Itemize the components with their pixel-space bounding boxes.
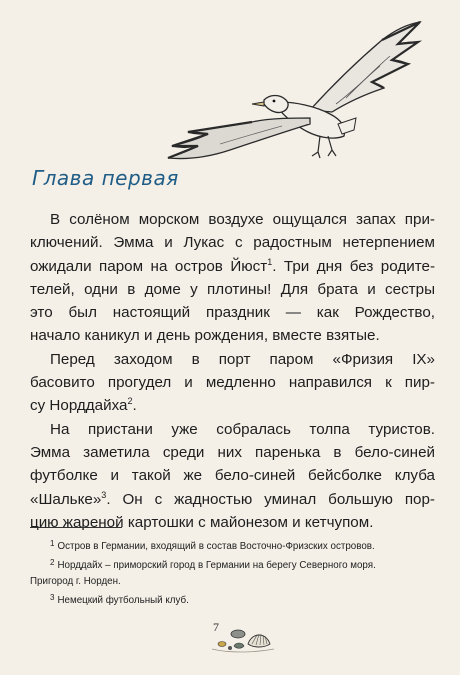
footnote-text: Остров в Германии, входящий в состав Восточно-Фризских островов. [57, 541, 375, 552]
text-line: ожидали паром на остров Йюст$^1$. Три дня без родите- [30, 256, 435, 275]
footnote-ref: 3 [101, 489, 107, 500]
chapter-title: Глава первая [32, 166, 179, 190]
footnote-text: Пригород г. Норден. [30, 576, 121, 587]
text-line: это был настоящий праздник — как Рождество, [30, 304, 435, 322]
text-line: футболке и такой же бело-синей бейсболке клуба [30, 467, 435, 485]
text-line: телей, одни в доме у плотины! Для брата и сестры [30, 280, 435, 298]
footnote-item [30, 555, 440, 574]
text-line: басовито прогудел и медленно направился к пир- [30, 374, 435, 392]
footnote-item [30, 536, 440, 555]
text-line: цию жареной картошки с майонезом и кетчупом. [30, 513, 374, 531]
text-line: су Норддайха$^2$. [30, 396, 137, 415]
text-line: начало каникул и день рождения, вместе взятые. [30, 327, 380, 345]
footnote-divider [30, 527, 122, 528]
text-line: «Шальке»$^3$. Он с жадностью уминал большую пор- [30, 489, 435, 508]
footnotes [30, 536, 440, 609]
footnote-number: 2 [50, 558, 55, 567]
shells-icon [208, 622, 278, 656]
footnote-item [30, 590, 440, 609]
text-line: Перед заходом в порт паром «Фризия IX» [50, 350, 435, 368]
text-line: ключений. Эмма и Лукас с радостным нетерпением [30, 234, 435, 252]
text-line: На пристани уже собралась толпа туристов. [50, 420, 435, 438]
footnote-text: Немецкий футбольный клуб. [57, 595, 189, 606]
paragraph [30, 208, 435, 348]
seagull-icon [160, 18, 425, 178]
text-line: В солёном морском воздухе ощущался запах при- [50, 211, 435, 228]
footnote-ref: 2 [127, 396, 133, 407]
footnote-text: Норддайх – приморский город в Германии на берегу Северного моря. [57, 560, 376, 571]
paragraph [30, 418, 435, 534]
body-text [30, 208, 435, 534]
text-line: Эмма заметила среди них паренька в бело-синей [30, 443, 435, 461]
paragraph [30, 348, 435, 418]
footnote-number: 3 [50, 593, 55, 602]
footnote-number: 1 [50, 539, 55, 548]
page-number: 7 [213, 620, 219, 634]
footnote-ref: 1 [267, 256, 273, 267]
